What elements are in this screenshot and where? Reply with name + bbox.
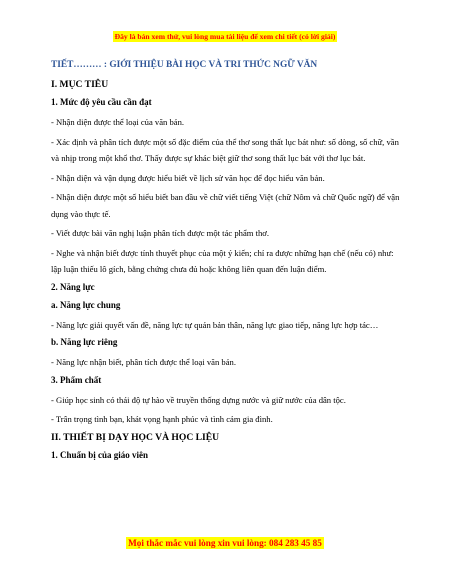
subheading-specific-competencies: b. Năng lực riêng [51,337,118,347]
document-body [51,60,400,467]
list-item: - Giúp học sinh có thái độ tự hào về truyền thống dựng nước và giữ nước của dân tộc. [51,394,346,405]
section-heading-objectives: I. MỤC TIÊU [51,79,109,90]
subheading-teacher-preparation: 1. Chuẩn bị của giáo viên [51,449,149,460]
subheading-requirements: 1. Mức độ yêu cầu cần đạt [51,97,152,107]
subheading-competencies: 2. Năng lực [51,281,95,292]
footer-notice-banner [0,533,450,551]
header-notice: Đây là bản xem thử, vui lòng mua tài liệu để xem chi tiết (có lời giải) [114,32,336,41]
header-notice-banner [0,26,450,44]
footer-notice: Mọi thắc mắc vui lòng xin vui lòng: 084 283 45 85 [128,538,322,548]
list-item: - Nhận diện và vận dụng được hiểu biết về lịch sử văn học để đọc hiểu văn bản. [51,172,325,183]
list-item: - Nghe và nhận biết được tính thuyết phục của một ý kiến; chỉ ra được những hạn chế (nếu có) như: lập luận thiếu lô gích, bằng chứng chưa đủ hoặc không liên quan đến luận điểm. [51,247,394,274]
subheading-general-competencies: a. Năng lực chung [51,299,121,310]
list-item: - Trân trọng tình bạn, khát vọng hạnh phúc và tình cảm gia đình. [51,414,273,424]
list-item: - Xác định và phân tích được một số đặc điểm của thể thơ song thất lục bát như: số dòng, số chữ, vần và nhịp trong một khổ thơ. Thấy được sự khác biệt giữ thơ song thất lục bát với thơ lục bát. [51,136,399,163]
list-item: - Viết được bài văn nghị luận phân tích được một tác phẩm thơ. [51,228,269,238]
page-title: TIẾT……… : GIỚI THIỆU BÀI HỌC VÀ TRI THỨC NGỮ VĂN [51,60,318,70]
subheading-qualities: 3. Phẩm chất [51,374,102,385]
list-item: - Nhận diện được thể loại của văn bản. [51,117,185,127]
section-heading-equipment: II. THIẾT BỊ DẠY HỌC VÀ HỌC LIỆU [51,431,220,443]
general-competencies-text: - Năng lực giải quyết vấn đề, năng lực tự quản bản thân, năng lực giao tiếp, năng lực hợp tác… [51,319,379,330]
list-item: - Nhận diện được một số hiểu biết ban đầu về chữ viết tiếng Việt (chữ Nôm và chữ Quốc ngữ) để vận dụng vào thực tế. [51,192,400,219]
specific-competencies-text: - Năng lực nhận biết, phân tích được thể loại văn bản. [51,357,236,367]
